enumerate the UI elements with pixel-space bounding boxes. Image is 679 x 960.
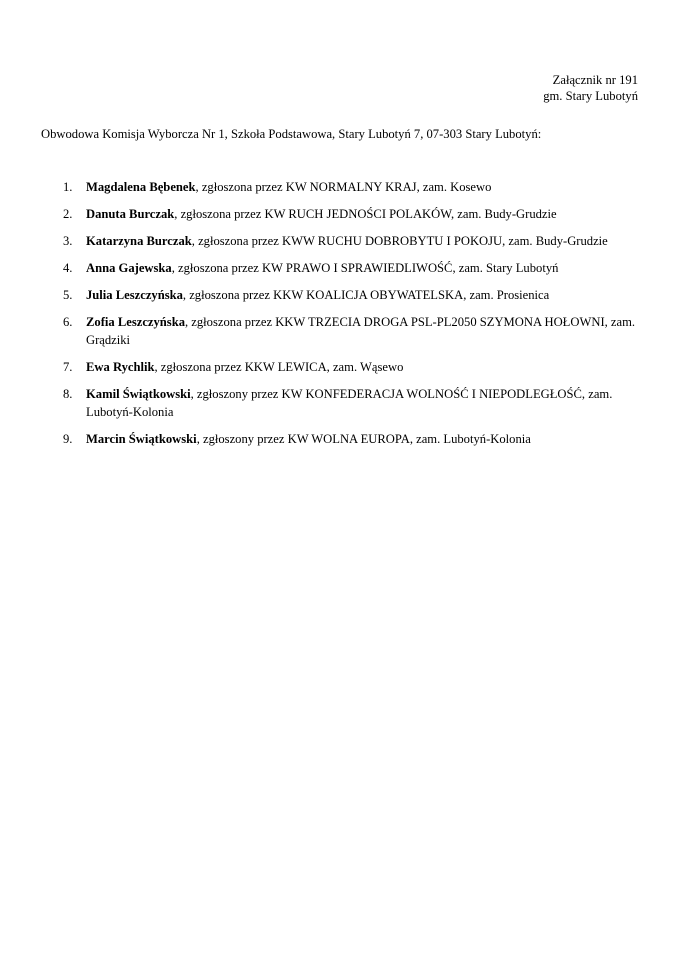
member-name: Kamil Świątkowski: [86, 387, 191, 401]
member-name: Julia Leszczyńska: [86, 288, 183, 302]
members-list: [41, 178, 639, 457]
member-details: , zgłoszona przez KKW LEWICA, zam. Wąsewo: [154, 360, 404, 374]
member-name: Katarzyna Burczak: [86, 234, 192, 248]
member-number: 2.: [63, 207, 73, 221]
member-item: [41, 259, 639, 277]
member-number: 5.: [63, 288, 73, 302]
member-item: [41, 385, 639, 421]
member-item: [41, 178, 639, 196]
member-name: Zofia Leszczyńska: [86, 315, 185, 329]
member-number: 6.: [63, 315, 73, 329]
member-item: [41, 286, 639, 304]
member-name: Ewa Rychlik: [86, 360, 155, 374]
member-details: , zgłoszony przez KW WOLNA EUROPA, zam. Lubotyń-Kolonia: [196, 432, 531, 446]
member-name: Danuta Burczak: [86, 207, 175, 221]
member-details: , zgłoszony przez KW KONFEDERACJA WOLNOŚĆ I NIEPODLEGŁOŚĆ, zam. Lubotyń-Kolonia: [86, 387, 613, 419]
member-item: [41, 358, 639, 376]
member-name: Marcin Świątkowski: [86, 432, 197, 446]
attachment-number: Załącznik nr 191: [552, 73, 638, 87]
member-details: , zgłoszona przez KW NORMALNY KRAJ, zam. Kosewo: [195, 180, 492, 194]
member-item: [41, 232, 639, 250]
commission-title: Obwodowa Komisja Wyborcza Nr 1, Szkoła Podstawowa, Stary Lubotyń 7, 07-303 Stary Lubotyń:: [41, 127, 542, 141]
member-details: , zgłoszona przez KKW KOALICJA OBYWATELSKA, zam. Prosienica: [182, 288, 550, 302]
member-item: [41, 430, 639, 448]
member-item: [41, 313, 639, 349]
member-name: Anna Gajewska: [86, 261, 172, 275]
member-number: 1.: [63, 180, 73, 194]
member-details: , zgłoszona przez KWW RUCHU DOBROBYTU I POKOJU, zam. Budy-Grudzie: [191, 234, 608, 248]
member-item: [41, 205, 639, 223]
member-number: 9.: [63, 432, 73, 446]
member-number: 8.: [63, 387, 73, 401]
document-header: [543, 72, 638, 104]
member-details: , zgłoszona przez KKW TRZECIA DROGA PSL-PL2050 SZYMONA HOŁOWNI, zam. Grądziki: [86, 315, 636, 347]
member-number: 7.: [63, 360, 73, 374]
member-details: , zgłoszona przez KW PRAWO I SPRAWIEDLIWOŚĆ, zam. Stary Lubotyń: [171, 261, 559, 275]
member-number: 4.: [63, 261, 73, 275]
member-name: Magdalena Bębenek: [86, 180, 196, 194]
member-details: , zgłoszona przez KW RUCH JEDNOŚCI POLAKÓW, zam. Budy-Grudzie: [174, 207, 557, 221]
municipality-name: gm. Stary Lubotyń: [543, 89, 638, 103]
member-number: 3.: [63, 234, 73, 248]
